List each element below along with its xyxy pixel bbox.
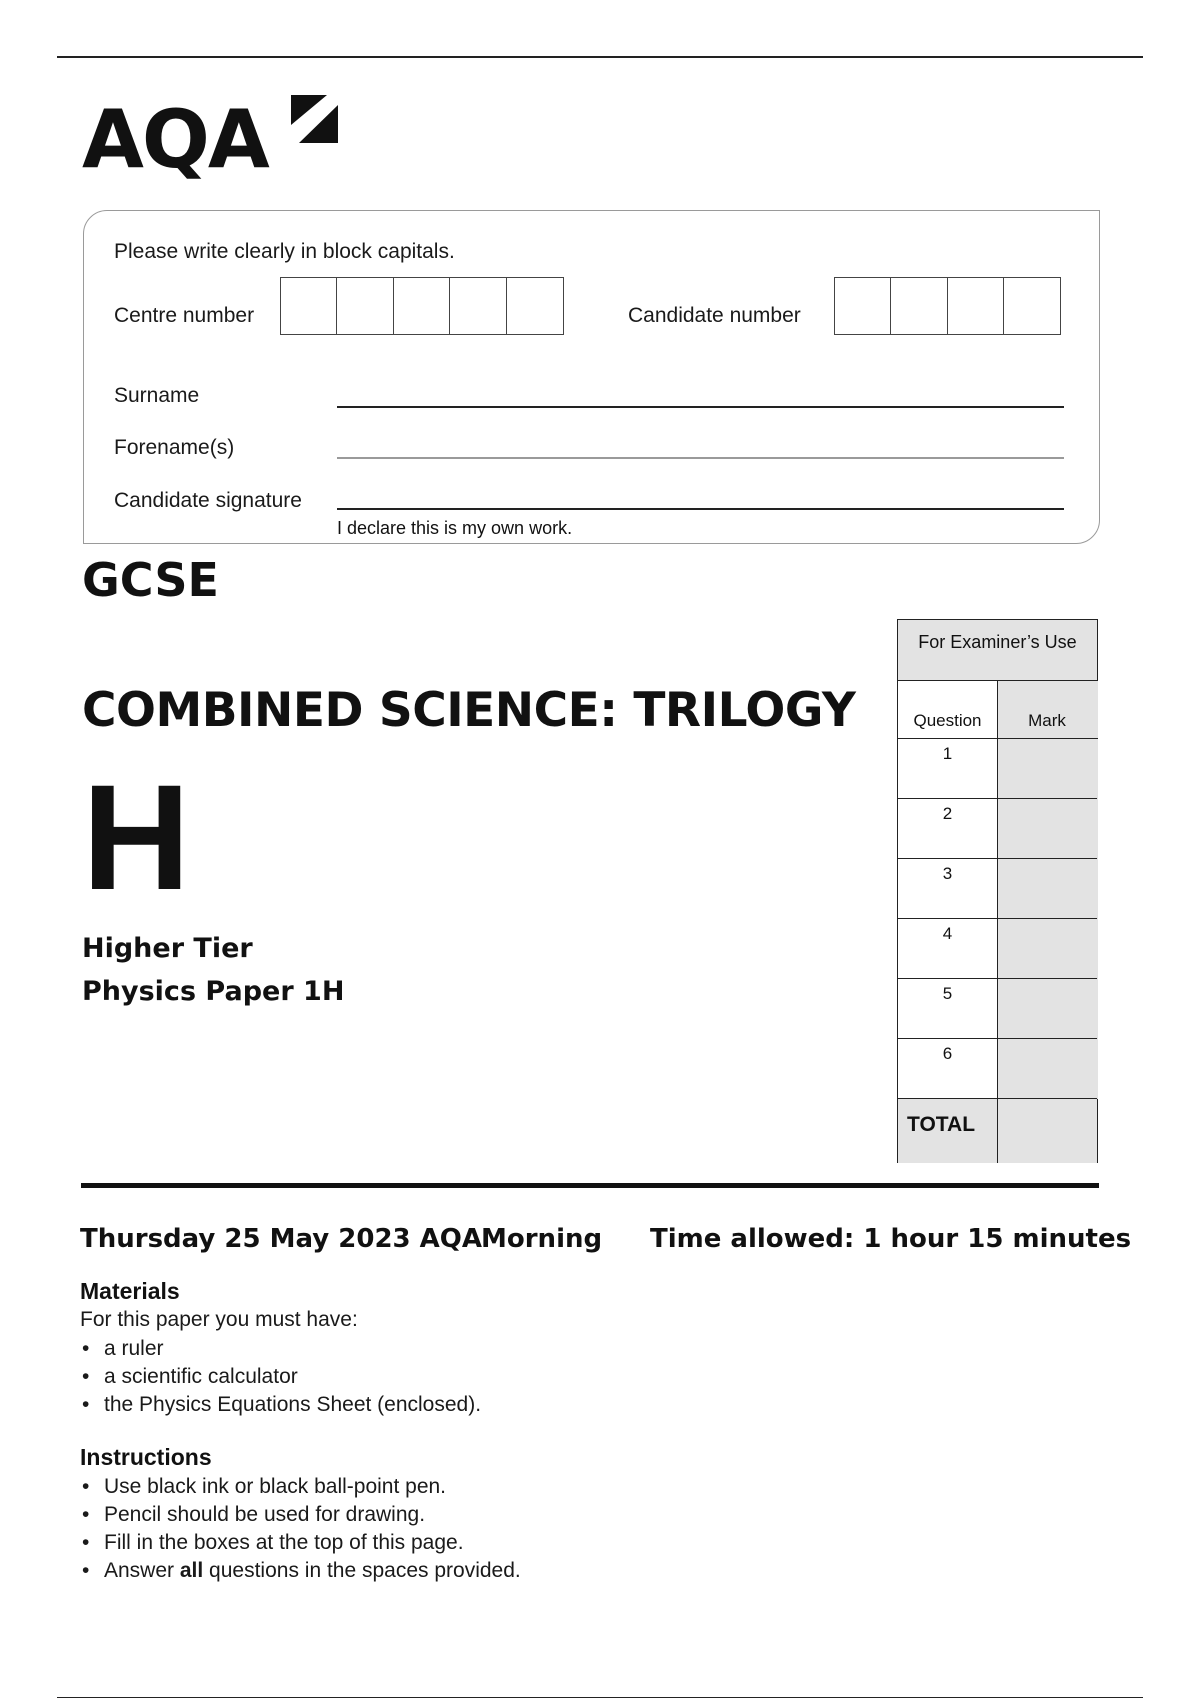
centre-number-cell[interactable] [506, 277, 564, 335]
exam-session: Morning [481, 1224, 603, 1254]
exam-date: Thursday 25 May 2023 AQA [80, 1224, 483, 1254]
total-row [898, 1098, 1097, 1163]
materials-heading: Materials [80, 1278, 180, 1304]
total-mark-cell [997, 1099, 1098, 1163]
forename-label: Forename(s) [114, 436, 235, 459]
mark-cell [997, 799, 1098, 859]
paper-label: Physics Paper 1H [82, 976, 345, 1007]
question-row [898, 1038, 1097, 1099]
tier-label: Higher Tier [82, 933, 253, 964]
instructions-item: • Pencil should be used for drawing. [80, 1501, 521, 1529]
candidate-number-cell[interactable] [947, 277, 1005, 335]
question-column-header: Question [913, 711, 982, 730]
candidate-number-cell[interactable] [890, 277, 948, 335]
subject-title: COMBINED SCIENCE: TRILOGY [82, 683, 856, 738]
section-divider [81, 1183, 1099, 1188]
instructions-heading: Instructions [80, 1444, 212, 1470]
candidate-number-cell[interactable] [834, 277, 892, 335]
mark-cell [997, 739, 1098, 799]
question-number: 3 [942, 864, 953, 883]
instructions-item-suffix: questions in the spaces provided. [203, 1559, 521, 1582]
mark-cell [997, 919, 1098, 979]
candidate-number-boxes[interactable] [835, 277, 1061, 335]
signature-label: Candidate signature [114, 489, 302, 512]
aqa-logo-text: AQA [82, 93, 268, 186]
question-number: 4 [942, 924, 953, 943]
question-number: 6 [942, 1044, 953, 1063]
centre-number-cell[interactable] [336, 277, 394, 335]
top-rule [57, 56, 1143, 58]
declaration-text: I declare this is my own work. [337, 518, 573, 538]
total-label: TOTAL [907, 1113, 976, 1136]
forename-field[interactable] [337, 457, 1064, 459]
qualification-title: GCSE [82, 553, 219, 607]
materials-item: • a ruler [80, 1335, 481, 1363]
instructions-item: • Fill in the boxes at the top of this page. [80, 1529, 521, 1557]
instructions-item [80, 1557, 521, 1585]
candidate-number-label: Candidate number [628, 304, 801, 327]
candidate-number-cell[interactable] [1003, 277, 1061, 335]
examiner-use-table [897, 619, 1098, 1163]
centre-number-boxes[interactable] [281, 277, 564, 335]
question-number: 2 [942, 804, 953, 823]
centre-number-cell[interactable] [393, 277, 451, 335]
materials-item: • a scientific calculator [80, 1363, 481, 1391]
surname-label: Surname [114, 384, 200, 407]
instructions-list [80, 1473, 521, 1585]
question-number: 1 [942, 744, 953, 763]
examiner-use-title: For Examiner’s Use [898, 620, 1097, 681]
bottom-rule [57, 1697, 1143, 1698]
centre-number-cell[interactable] [449, 277, 507, 335]
instructions-item: • Use black ink or black ball-point pen. [80, 1473, 521, 1501]
aqa-logo-mark-icon [287, 91, 342, 148]
question-row [898, 978, 1097, 1039]
mark-cell [997, 979, 1098, 1039]
instructions-item-emphasis: all [179, 1559, 204, 1582]
time-allowed: Time allowed: 1 hour 15 minutes [650, 1224, 1132, 1254]
question-row [898, 918, 1097, 979]
tier-letter: H [82, 753, 191, 921]
form-instruction: Please write clearly in block capitals. [114, 240, 455, 263]
signature-field[interactable] [337, 508, 1064, 510]
mark-column-header: Mark [1028, 711, 1066, 730]
mark-cell [997, 859, 1098, 919]
question-number: 5 [942, 984, 953, 1003]
materials-intro: For this paper you must have: [80, 1308, 358, 1331]
centre-number-label: Centre number [114, 304, 255, 327]
question-row [898, 858, 1097, 919]
question-row [898, 798, 1097, 859]
materials-item: • the Physics Equations Sheet (enclosed). [80, 1391, 481, 1419]
centre-number-cell[interactable] [280, 277, 338, 335]
surname-field[interactable] [337, 406, 1064, 408]
question-row [898, 738, 1097, 799]
instructions-item-prefix: Answer [104, 1559, 180, 1582]
mark-cell [997, 1039, 1098, 1099]
materials-list [80, 1335, 481, 1419]
